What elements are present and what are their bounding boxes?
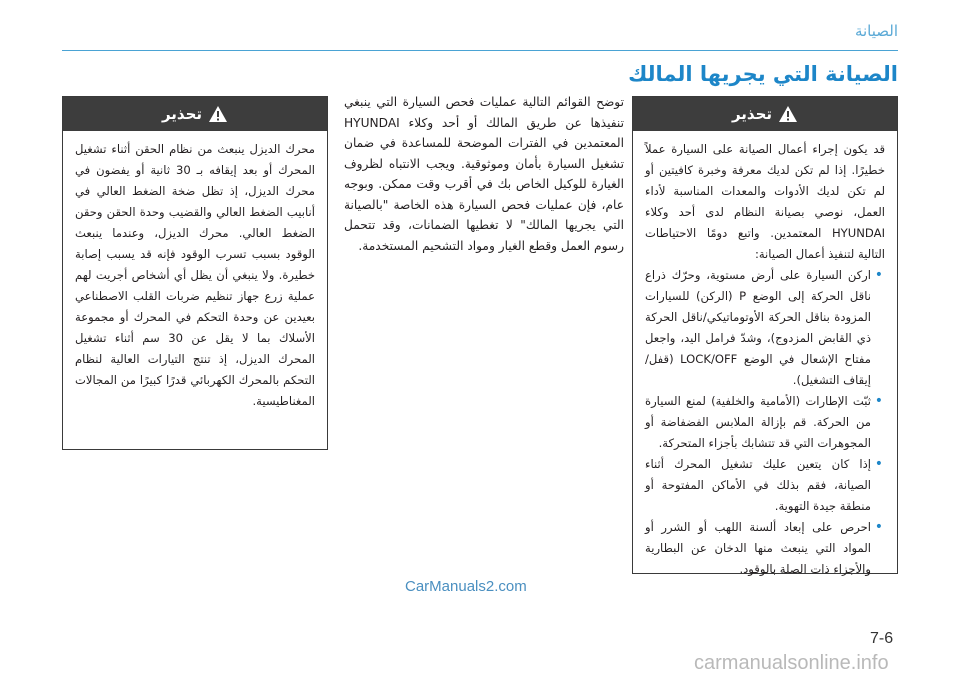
caution-heading: تحذير	[161, 105, 203, 123]
intro-paragraph: توضح القوائم التالية عمليات فحص السيارة التي ينبغي تنفيذها عن طريق المالك أو أحد وكلاء HYUNDAI المعتمدين في الفترات الموضحة للمساعدة في ضمان تشغيل السيارة بأمان وموثوقية. ويجب الانتباه لظروف الغيارة للوكيل الخاص بك في أقرب وقت ممكن. وبوجه عام، فإن عمليات فحص السيارة هذه الخاصة "بالصيانة التي يجريها المالك" لا تغطيها الضمانات، وقد تتحمل رسوم العمل وقطع الغيار ومواد التشحيم المستخدمة.	[344, 95, 624, 253]
section-header: الصيانة	[854, 22, 898, 40]
caution-intro: قد يكون إجراء أعمال الصيانة على السيارة عملاً خطيرًا. إذا لم تكن لديك معرفة وخبرة كافيتين أو لم تكن لديك الأدوات والمعدات المناسبة لأداء العمل، نوصي بصيانة النظام لدى أحد وكلاء HYUNDAI المعتمدين. واتبع دومًا الاحتياطات التالية لتنفيذ أعمال الصيانة:	[645, 142, 885, 261]
caution-box-left	[62, 96, 328, 450]
watermark: CarManuals2.com	[405, 578, 527, 595]
caution-heading: تحذير	[731, 105, 773, 123]
warning-triangle-icon	[778, 105, 798, 123]
page-number: 7-6	[870, 630, 894, 647]
caution-header	[63, 97, 327, 131]
caution-item: • إذا كان يتعين عليك تشغيل المحرك أثناء الصيانة، فقم بذلك في الأماكن المفتوحة أو منطقة جيدة التهوية.	[645, 454, 871, 517]
caution-list	[645, 265, 885, 580]
footer-url: carmanualsonline.info	[694, 652, 889, 674]
caution-paragraph: محرك الديزل ينبعث من نظام الحقن أثناء تشغيل المحرك أو بعد إيقافه بـ 30 ثانية أو يفضون في محرك الديزل، إذ تظل ضخة الضغط العالي في أنابيب الضغط العالي والقضيب وحدة الحقن وحقن الضغط العالي. محرك الديزل، وعندما ينبعث الوقود بسبب تسرب الوقود فإنه قد يسبب إصابة خطيرة. ولا ينبغي أن يظل أي أشخاص أجريت لهم عملية زرع جهاز تنظيم ضربات القلب الاصطناعي بعيدين عن وحدة التحكم في المحرك أو مجموعة الأسلاك بما لا يقل عن 30 سم أثناء تشغيل المحرك الديزل، إذ تنتج التيارات العالية لنظام التحكم بالمحرك الكهربائي قدرًا كبيرًا من المجالات المغناطيسية.	[75, 142, 316, 408]
caution-item: • احرص على إبعاد ألسنة اللهب أو الشرر أو المواد التي ينبعث منها الدخان عن البطارية والأجزاء ذات الصلة بالوقود.	[645, 517, 871, 580]
caution-header	[633, 97, 897, 131]
warning-triangle-icon	[208, 105, 228, 123]
caution-item: • اركن السيارة على أرض مستوية، وحرّك ذراع ناقل الحركة إلى الوضع P (الركن) للسيارات المزودة بناقل الحركة الأوتوماتيكي/ناقل الحركة ذي القابض المزدوج)، وشدّ فرامل اليد، واجعل مفتاح الإشعال في الوضع LOCK/OFF (قفل/ إيقاف التشغيل).	[645, 265, 871, 391]
intro-text	[344, 92, 624, 256]
page-title: الصيانة التي يجريها المالك	[628, 62, 898, 86]
header-rule	[62, 50, 898, 51]
caution-item: • ثبّت الإطارات (الأمامية والخلفية) لمنع السيارة من الحركة. قم بإزالة الملابس الفضفاضة أو المجوهرات التي قد تتشابك بأجزاء المتحركة.	[645, 391, 871, 454]
caution-box-right	[632, 96, 898, 574]
